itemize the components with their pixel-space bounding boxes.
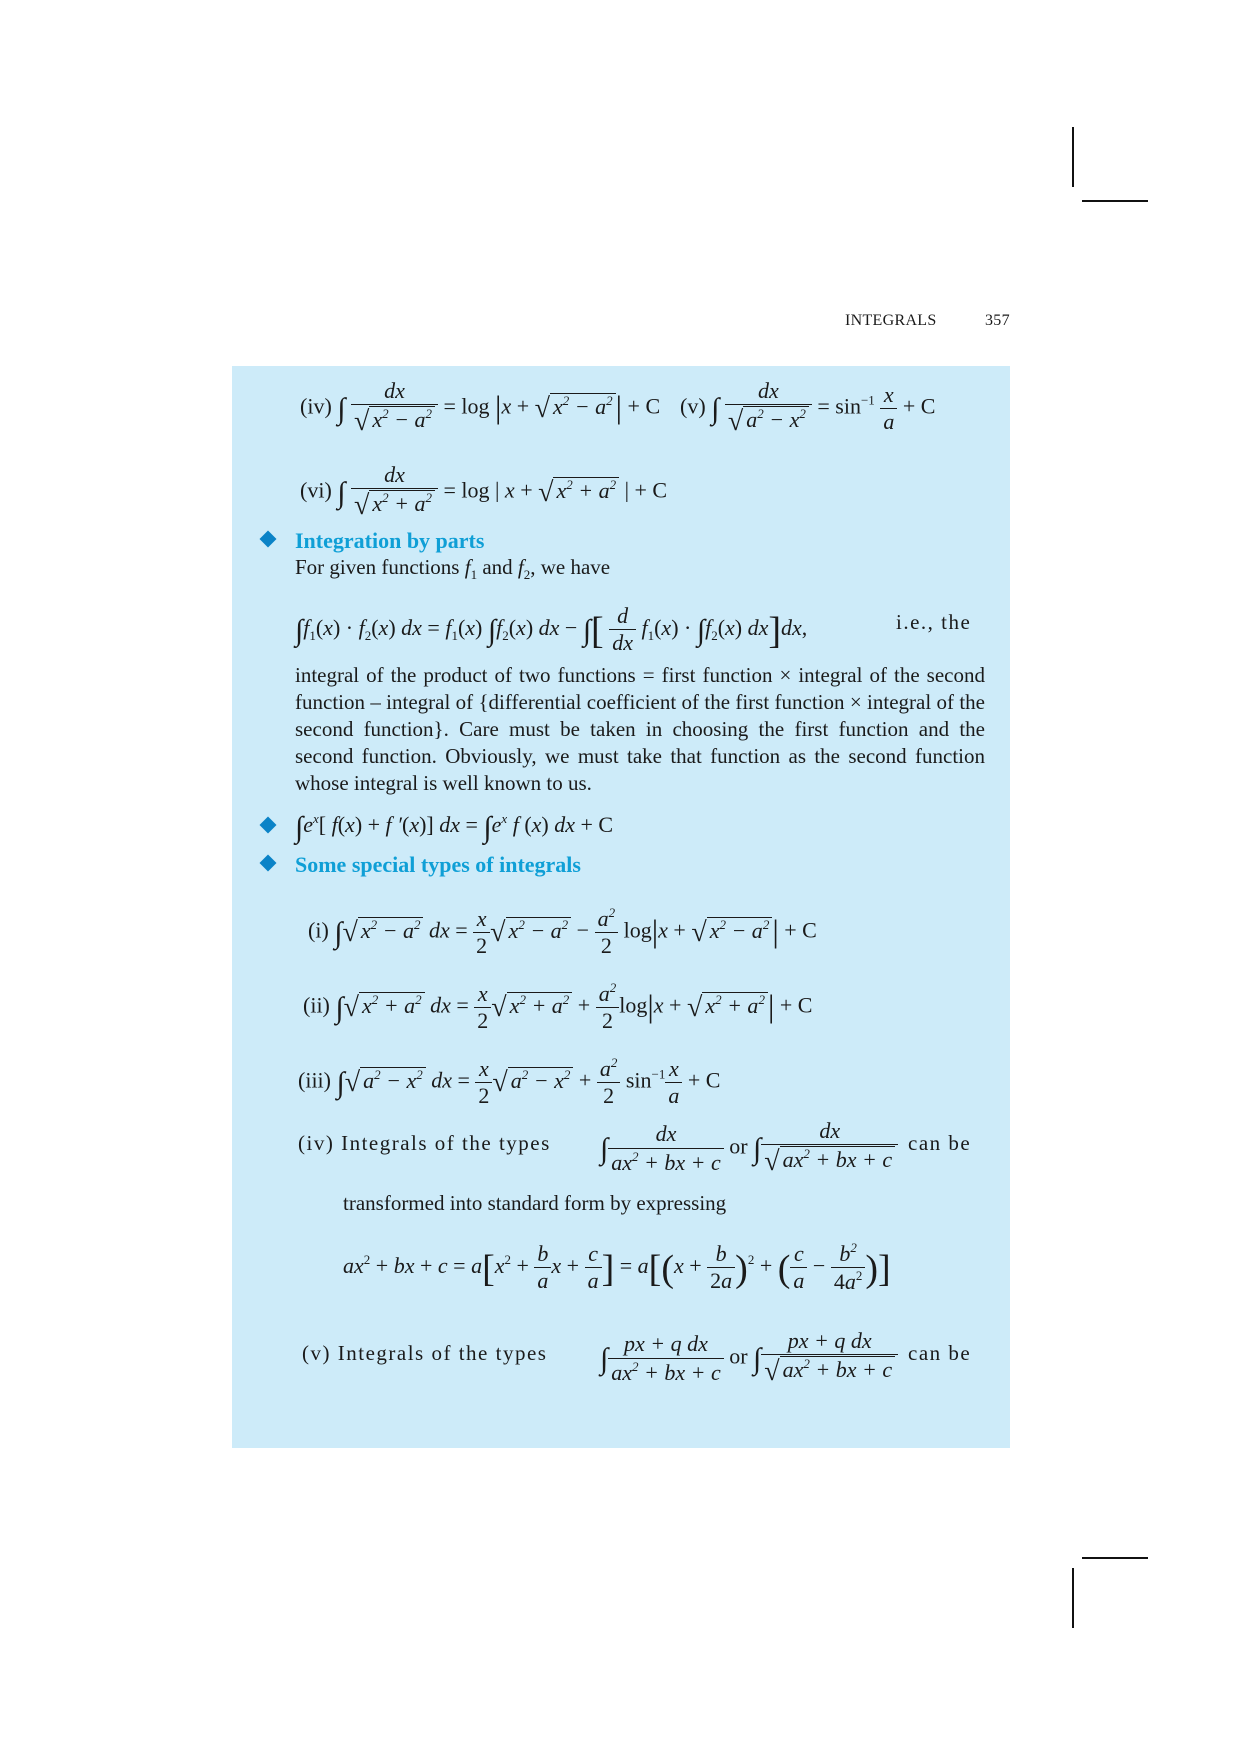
formula-label: (iv): [298, 1131, 335, 1155]
parts-paragraph-text: integral of the product of two functions = first function × integral of the second function – integral of {differential coefficient of the first function × integral of the second function}. Care must be taken in choosing the first function and the second function. Obviously, we must take that function as the second function whose integral is well known to us.: [295, 663, 985, 795]
can-be-text: can be: [908, 1341, 972, 1365]
can-be-text: can be: [908, 1131, 972, 1155]
parts-formula: $\int f_1(x) \cdot f_2(x)$ dx = $f_1(x)$ $\int f_2(x)$ dx − ∫[ $\frac{d}{dx}$ $f_1(x) \cdot \int f_2(x)$ dx]dx,: [295, 603, 808, 656]
special-formula-iii: (iii) ∫√ $a^2 - x^2$ dx = $\frac{x}{2}$ √ $a^2 - x^2$ + $\frac{a^2}{2}$ $\sin^{-1}$ $\frac{x}{a}$ + C: [298, 1055, 721, 1109]
formula-label: (v): [302, 1341, 331, 1365]
or-text: or: [729, 1133, 748, 1159]
running-header: [845, 312, 1010, 330]
log-text: log: [461, 393, 490, 419]
parts-ie: i.e., the: [896, 610, 972, 634]
transformed-text: transformed into standard form by expressing: [343, 1191, 727, 1215]
special-iv-integrals: ∫ $\frac{dx}{ax^2 + bx + c}$ or ∫ $\frac{dx}{√ ax^2 + bx + c}$: [600, 1118, 898, 1179]
parts-paragraph: [295, 662, 985, 797]
page-number: 357: [985, 312, 1010, 329]
special-item-iv: [298, 1133, 551, 1154]
formula-v: (v) ∫ $\frac{dx}{√ a^2 - x^2}$ = $\sin^{-1}$ $\frac{x}{a}$ + C: [680, 378, 936, 438]
formula-label: (i): [308, 917, 329, 943]
header-title: INTEGRALS: [845, 312, 937, 329]
crop-mark-top-vertical: [1072, 127, 1074, 187]
parts-intro: For given functions $f_1$ and $f_2$, we have: [295, 555, 611, 582]
formula-iv: (iv) ∫ $\frac{dx}{√ x^2 - a^2}$ = log |x + √ $x^2 - a^2| + C$: [300, 378, 661, 438]
formula-label: (iv): [300, 393, 332, 419]
or-text: or: [729, 1343, 748, 1369]
heading-special-types: Some special types of integrals: [295, 852, 581, 877]
ex-formula: $\int e^x$[ f(x) + f ′(x)] dx = $\int e^x$ f (x) dx + C: [295, 811, 614, 844]
crop-mark-bottom-horizontal: [1082, 1557, 1148, 1559]
formula-label: (ii): [303, 992, 330, 1018]
formula-label: (vi): [300, 477, 332, 503]
completing-square-formula: $ax^2$ + bx + $c = a[x^2$ + $\frac{b}{a}$ x + $\frac{c}{a}$ ] = a[(x + $\frac{b}{2a}$ )$^2$ + ( $\frac{c}{a}$ − $\frac{b^2}{4a^2}$ )]: [343, 1240, 891, 1295]
formula-vi: (vi) ∫ $\frac{dx}{√ x^2 + a^2}$ = log | x + √ $x^2 + a^2$ | + C: [300, 462, 668, 522]
special-formula-ii: (ii) ∫√ $x^2 + a^2$ dx = $\frac{x}{2}$ √ $x^2 + a^2$ + $\frac{a^2}{2}$ log|x + √ $x^2 + a^2| + C$: [303, 980, 813, 1034]
formula-label: (iii): [298, 1067, 331, 1093]
special-formula-i: (i) ∫√ $x^2 - a^2$ dx = $\frac{x}{2}$ √ $x^2 - a^2$ − $\frac{a^2}{2}$ log|x + √ $x^2 - a^2| + C$: [308, 905, 817, 959]
item-text: Integrals of the types: [337, 1341, 548, 1365]
formula-label: (v): [680, 393, 706, 419]
heading-integration-by-parts: Integration by parts: [295, 528, 485, 553]
item-text: Integrals of the types: [341, 1131, 551, 1155]
crop-mark-top-horizontal: [1082, 200, 1148, 202]
crop-mark-bottom-vertical: [1072, 1568, 1074, 1628]
special-v-integrals: ∫ $\frac{\text{px + q dx}}{ax^2 + bx + c}$ or ∫ $\frac{\text{px + q dx}}{√ ax^2 + bx + c}$: [600, 1328, 898, 1389]
special-item-v: [302, 1343, 547, 1364]
